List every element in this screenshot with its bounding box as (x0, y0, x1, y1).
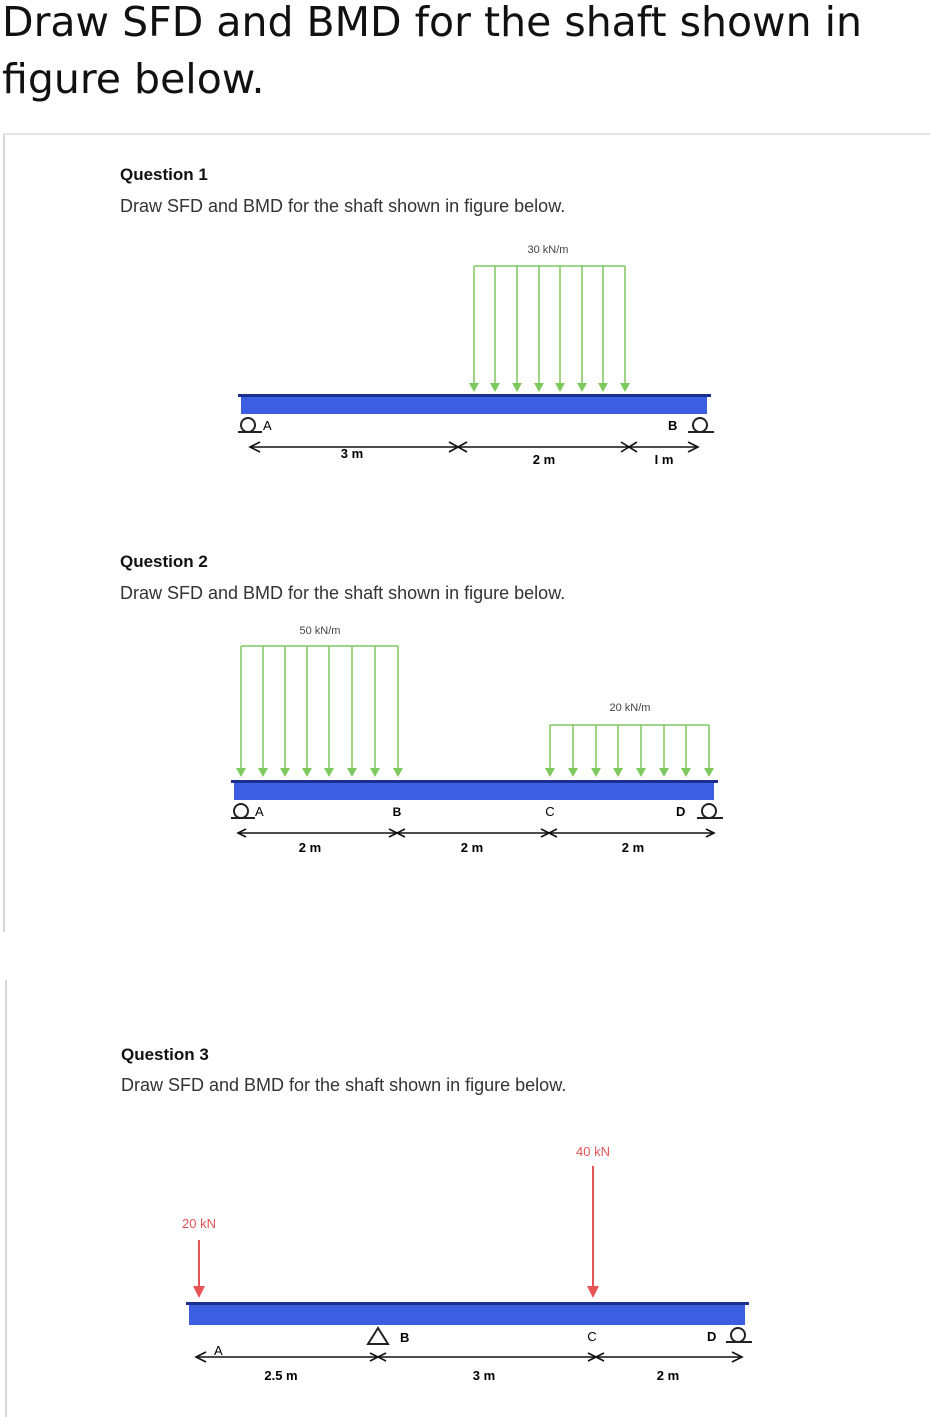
fig2-udl-1-arrowheads (236, 768, 403, 777)
fig2-beam-edge (231, 780, 718, 783)
fig1-beam (241, 397, 707, 414)
fig2-span-3: 2 m (621, 840, 645, 855)
fig1-roller-b (693, 418, 707, 432)
fig3-load-40-label: 40 kN (576, 1144, 610, 1159)
fig2-udl-1 (241, 646, 398, 771)
fig3-dimension-line (196, 1352, 742, 1362)
fig3-beam-edge (186, 1302, 749, 1305)
fig2-dimension-line (238, 829, 714, 837)
fig1-udl-arrowheads (469, 383, 630, 392)
fig2-span-1: 2 m (298, 840, 322, 855)
fig3-span-1: 2.5 m (264, 1368, 298, 1383)
question-2-text: Draw SFD and BMD for the shaft shown in figure below. (120, 583, 566, 603)
fig1-span-2: 2 m (532, 452, 556, 467)
fig1-roller-a (241, 418, 255, 432)
fig3-label-b: B (400, 1330, 410, 1345)
fig3-label-a: A (214, 1343, 223, 1358)
question-3-heading: Question 3 (121, 1045, 209, 1064)
question-3-text: Draw SFD and BMD for the shaft shown in figure below. (121, 1075, 567, 1095)
fig2-label-d: D (676, 804, 686, 819)
fig1-load-label: 30 kN/m (527, 244, 569, 256)
question-2-heading: Question 2 (120, 552, 208, 571)
fig3-roller-d (731, 1328, 745, 1342)
fig1-udl (474, 266, 625, 386)
question-1-heading: Question 1 (120, 165, 208, 184)
fig1-label-a: A (263, 418, 272, 433)
fig2-beam (234, 783, 714, 800)
fig3-beam (189, 1305, 745, 1325)
fig2-roller-d (702, 804, 716, 818)
fig1-beam-edge (238, 394, 711, 397)
figure-1 (238, 244, 714, 467)
fig2-udl-2-arrowheads (545, 768, 714, 777)
fig2-load-2-label: 20 kN/m (609, 702, 651, 714)
page-title: Draw SFD and BMD for the shaft shown in figure below. (2, 0, 862, 103)
fig2-span-2: 2 m (460, 840, 484, 855)
fig3-span-2: 3 m (472, 1368, 496, 1383)
fig1-label-b: B (668, 418, 678, 433)
fig2-load-1-label: 50 kN/m (299, 625, 341, 637)
fig3-label-c: C (587, 1329, 597, 1344)
figure-3 (182, 1144, 752, 1383)
figure-2 (231, 625, 723, 855)
fig2-udl-2 (550, 725, 709, 771)
fig2-label-a: A (255, 804, 264, 819)
fig3-span-3: 2 m (656, 1368, 680, 1383)
fig1-dimension-line (250, 442, 698, 452)
fig1-span-1: 3 m (340, 446, 364, 461)
fig2-label-c: C (545, 804, 555, 819)
fig3-label-d: D (707, 1329, 717, 1344)
fig2-roller-a (234, 804, 248, 818)
fig3-pin-b (368, 1328, 388, 1344)
fig2-label-b: B (392, 805, 402, 819)
question-1-text: Draw SFD and BMD for the shaft shown in figure below. (120, 196, 566, 216)
fig3-load-20-label: 20 kN (182, 1216, 216, 1231)
fig1-span-3: I m (654, 452, 674, 467)
